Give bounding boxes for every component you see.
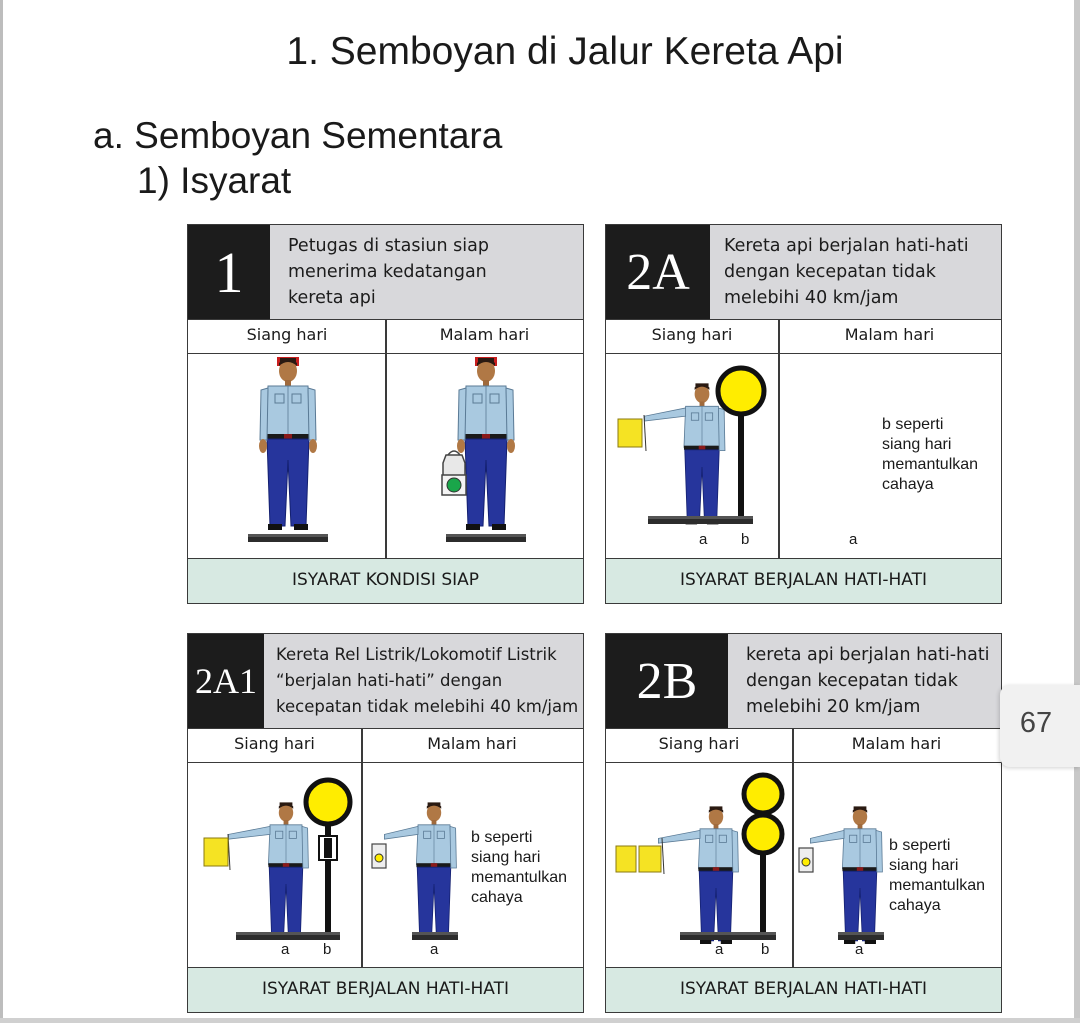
card-footer: ISYARAT BERJALAN HATI-HATI xyxy=(606,558,1001,603)
signal-code: 2A1 xyxy=(188,634,264,728)
officer-with-lamp-figure xyxy=(810,806,882,944)
column-headers xyxy=(606,319,1001,354)
officer-with-two-flags-figure xyxy=(658,806,738,944)
signal-card-1 xyxy=(187,224,584,604)
officer-with-flag-figure xyxy=(645,383,725,524)
night-note: b seperti siang hari memantulkan cahaya xyxy=(882,416,979,493)
label-b: b xyxy=(761,941,770,958)
card-footer: ISYARAT KONDISI SIAP xyxy=(188,558,583,603)
night-column-label: Malam hari xyxy=(439,325,530,344)
night-column-label: Malam hari xyxy=(427,734,517,753)
ground-line xyxy=(248,534,328,542)
card-illustration xyxy=(606,353,1001,559)
card-description: Kereta Rel Listrik/Lokomotif Listrik “berjalan hati-hati” dengan kecepatan tidak melebihi 40 km/jam xyxy=(276,645,579,716)
column-headers xyxy=(606,728,1001,763)
double-yellow-flag-icon xyxy=(616,838,664,874)
page-title: 1. Semboyan di Jalur Kereta Api xyxy=(286,30,844,73)
section-heading-1: 1) Isyarat xyxy=(137,160,292,201)
night-column-label: Malam hari xyxy=(851,734,942,753)
station-officer-figure-night xyxy=(457,357,515,530)
officer-with-lamp-figure xyxy=(384,802,456,940)
yellow-flag-icon xyxy=(204,834,230,870)
page-number-tab[interactable] xyxy=(1000,685,1080,767)
night-note: b seperti siang hari memantulkan cahaya xyxy=(889,837,986,914)
card-illustration xyxy=(188,762,583,968)
card-illustration xyxy=(606,762,1001,968)
card-header xyxy=(188,634,583,729)
column-headers xyxy=(188,728,583,763)
yellow-flag-icon xyxy=(618,415,646,451)
label-b: b xyxy=(323,941,332,958)
night-note: b seperti siang hari memantulkan cahaya xyxy=(471,829,568,906)
card-description: Kereta api berjalan hati-hati dengan kecepatan tidak melebihi 40 km/jam xyxy=(724,236,969,308)
card-footer: ISYARAT BERJALAN HATI-HATI xyxy=(188,967,583,1012)
card-header xyxy=(606,634,1001,729)
label-a: a xyxy=(699,531,708,548)
card-illustration xyxy=(188,353,583,559)
yellow-lamp-icon xyxy=(799,848,813,872)
signal-code: 1 xyxy=(188,225,270,319)
page-edge-left xyxy=(0,0,3,1023)
label-a: a xyxy=(281,941,290,958)
yellow-signal-with-marker-icon xyxy=(306,780,350,934)
signal-card-2a xyxy=(605,224,1002,604)
ground-line-night xyxy=(446,534,526,542)
night-label-a: a xyxy=(849,531,858,548)
page-edge-right xyxy=(1074,0,1080,1023)
night-label-a: a xyxy=(855,941,864,958)
yellow-lamp-icon xyxy=(372,844,386,868)
card-header xyxy=(606,225,1001,320)
page-edge-bottom xyxy=(0,1018,1080,1023)
night-column-label: Malam hari xyxy=(844,325,935,344)
label-a: a xyxy=(715,941,724,958)
day-column-label: Siang hari xyxy=(246,325,328,344)
card-header xyxy=(188,225,583,320)
station-officer-figure xyxy=(259,357,317,530)
night-label-a: a xyxy=(430,941,439,958)
green-lamp-icon xyxy=(442,451,466,495)
signal-card-2a1 xyxy=(187,633,584,1013)
officer-with-flag-figure xyxy=(228,802,308,940)
day-column-label: Siang hari xyxy=(658,734,740,753)
card-footer: ISYARAT BERJALAN HATI-HATI xyxy=(606,967,1001,1012)
double-yellow-signal-icon xyxy=(744,775,782,934)
signal-code: 2A xyxy=(606,225,710,319)
day-column-label: Siang hari xyxy=(234,734,315,753)
signal-card-2b xyxy=(605,633,1002,1013)
card-description: kereta api berjalan hati-hati dengan kecepatan tidak melebihi 20 km/jam xyxy=(746,645,990,717)
page-number: 67 xyxy=(1019,707,1053,739)
label-b: b xyxy=(741,531,750,548)
signal-code: 2B xyxy=(606,634,728,728)
day-column-label: Siang hari xyxy=(651,325,733,344)
card-description: Petugas di stasiun siap menerima kedatangan kereta api xyxy=(288,236,489,308)
section-heading-a: a. Semboyan Sementara xyxy=(93,115,503,156)
